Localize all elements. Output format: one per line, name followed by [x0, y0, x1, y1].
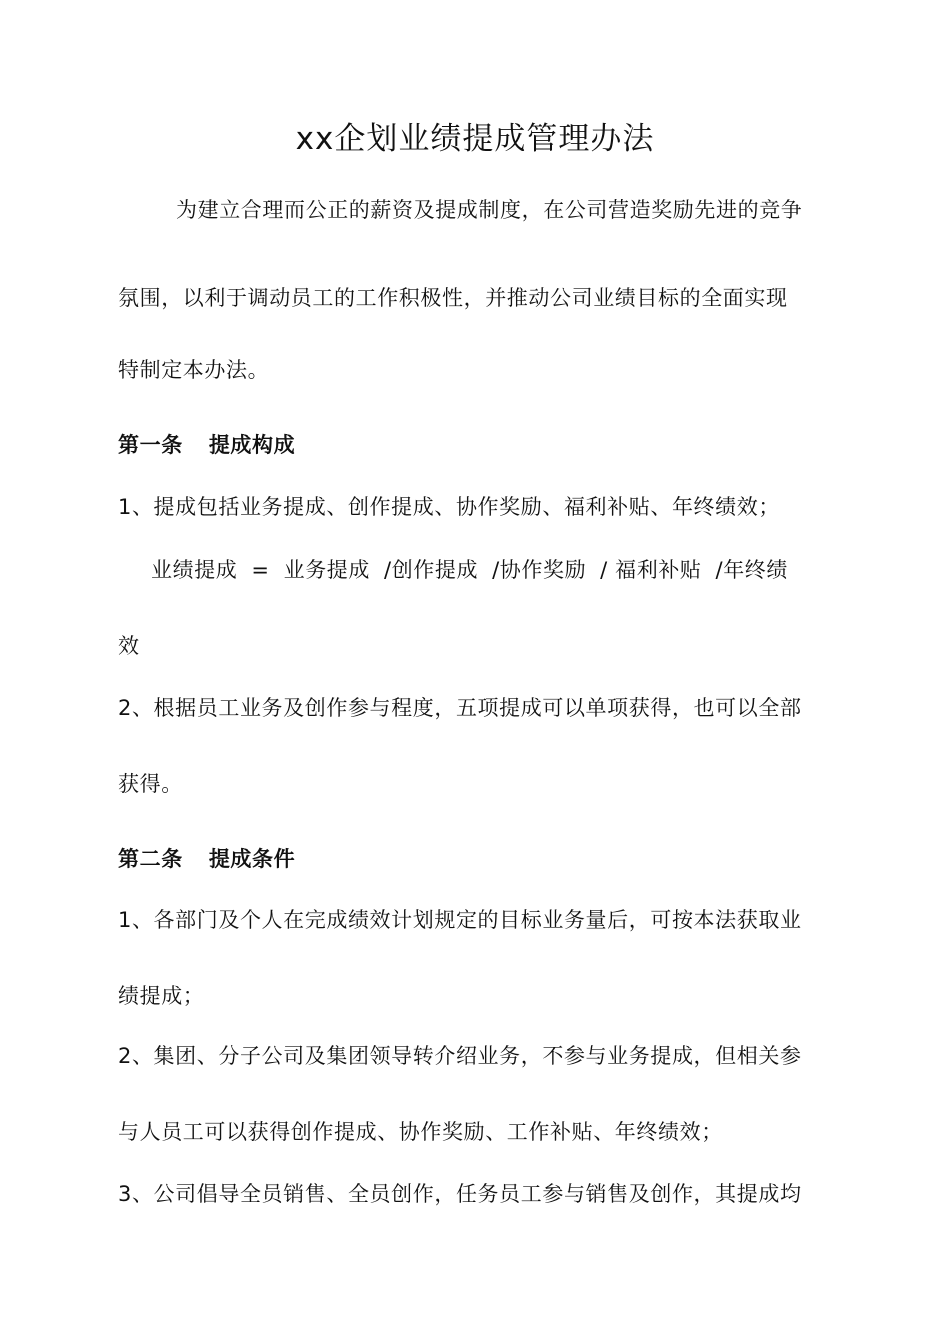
formula-term-4: / 福利补贴: [600, 558, 702, 582]
article-2-item-2-line-1: 2、集团、分子公司及集团领导转介绍业务，不参与业务提成，但相关参: [118, 1044, 802, 1068]
article-1-item-1: 1、提成包括业务提成、创作提成、协作奖励、福利补贴、年终绩效；: [118, 495, 780, 519]
formula-lhs: 业绩提成: [151, 558, 238, 582]
article-2-item-2-line-2: 与人员工可以获得创作提成、协作奖励、工作补贴、年终绩效；: [118, 1120, 723, 1144]
intro-line-2: 氛围，以利于调动员工的工作积极性，并推动公司业绩目标的全面实现: [118, 286, 788, 310]
article-2-heading: [118, 845, 295, 873]
article-2-item-1-line-1: 1、各部门及个人在完成绩效计划规定的目标业务量后，可按本法获取业: [118, 908, 802, 932]
formula-equals: =: [251, 558, 270, 582]
article-1-number: 第一条: [118, 433, 183, 457]
formula-term-5: /年终绩: [715, 558, 789, 582]
formula-tail: 效: [118, 634, 140, 658]
article-2-number: 第二条: [118, 847, 183, 871]
article-2-item-1-line-2: 绩提成；: [118, 984, 205, 1008]
document-title: xx企划业绩提成管理办法: [295, 121, 655, 157]
formula-term-1: 业务提成: [283, 558, 371, 582]
article-1-item-2-line-1: 2、根据员工业务及创作参与程度，五项提成可以单项获得，也可以全部: [118, 696, 802, 720]
article-1-heading: [118, 431, 295, 459]
intro-line-3: 特制定本办法。: [118, 358, 270, 382]
commission-formula: [151, 556, 788, 584]
article-2-item-3-line-1: 3、公司倡导全员销售、全员创作，任务员工参与销售及创作，其提成均: [118, 1182, 802, 1206]
formula-term-2: /创作提成: [384, 558, 479, 582]
article-1-name: 提成构成: [208, 433, 296, 457]
formula-term-3: /协作奖励: [492, 558, 587, 582]
article-2-name: 提成条件: [208, 847, 296, 871]
article-1-item-2-line-2: 获得。: [118, 772, 183, 796]
intro-line-1: 为建立合理而公正的薪资及提成制度，在公司营造奖励先进的竞争: [176, 198, 803, 222]
